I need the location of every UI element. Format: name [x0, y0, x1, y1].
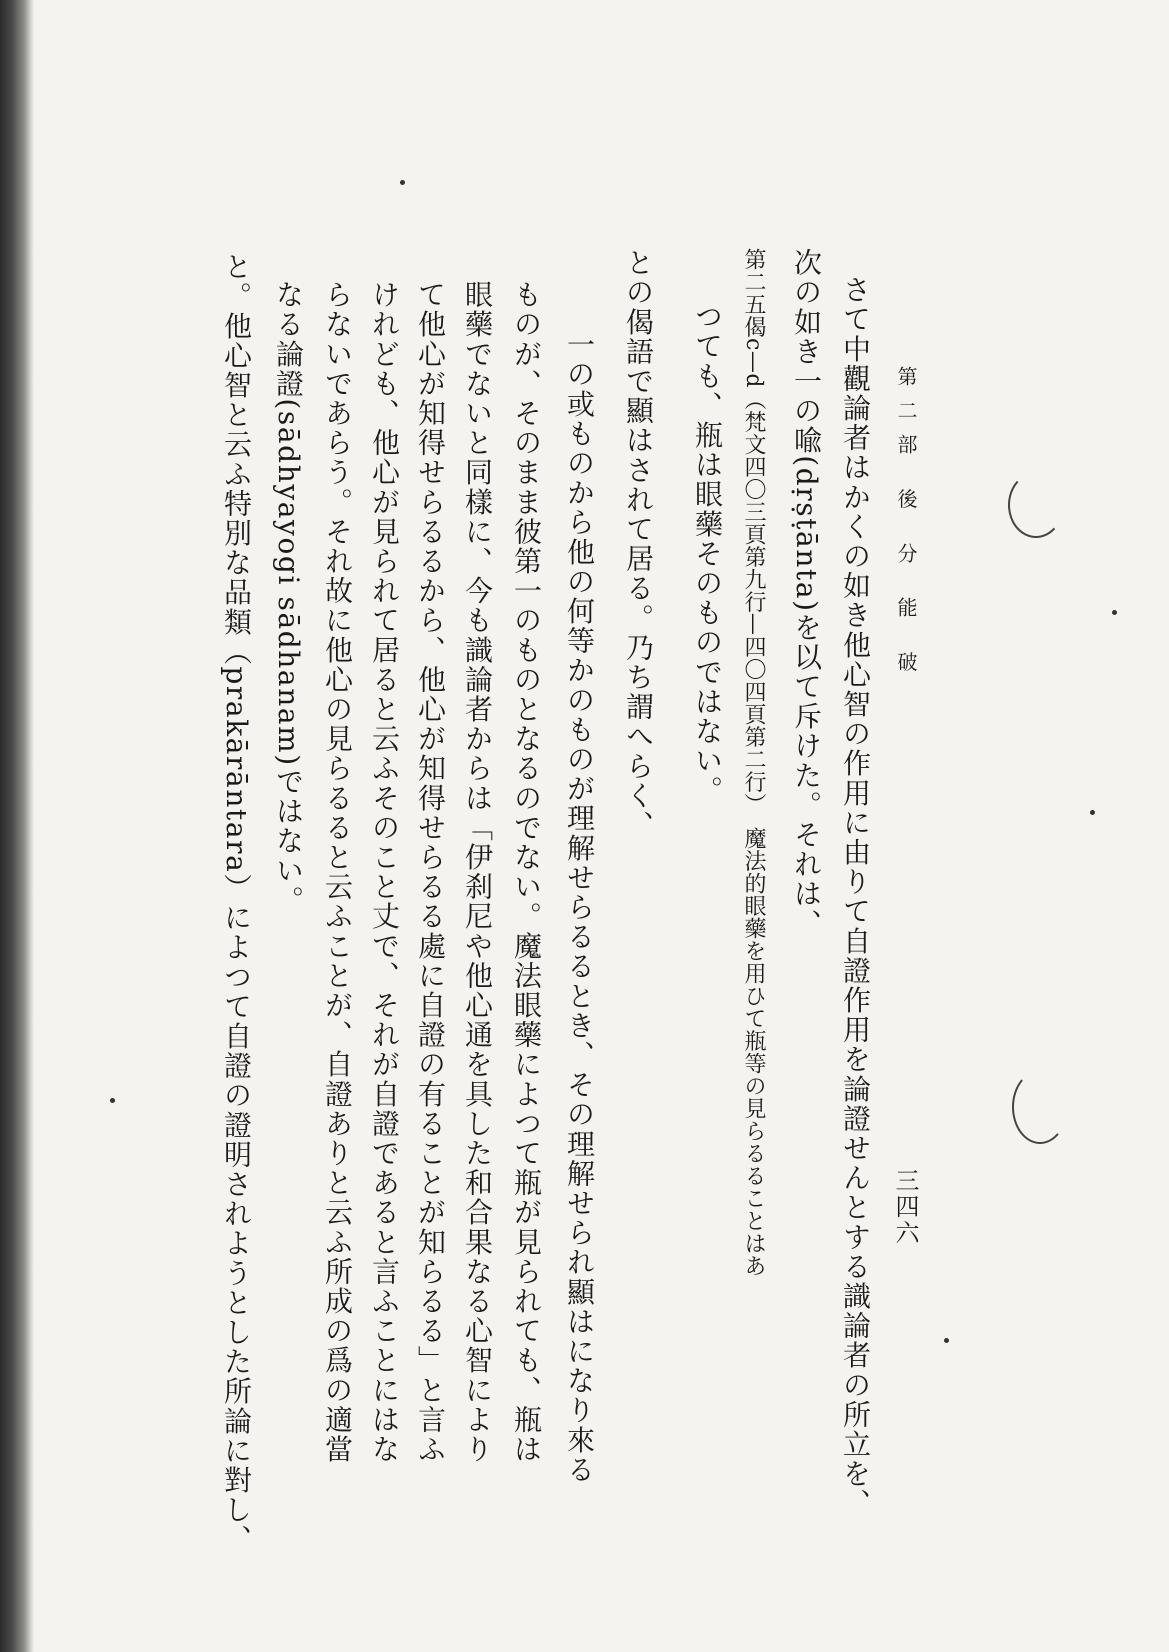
page-number: 三四六: [891, 1168, 919, 1246]
text-line-5: との偈語で顯はされて居る。乃ち謂へらく、: [622, 248, 655, 840]
scan-speck: [110, 1098, 115, 1103]
text-line-7: ものが、そのまま彼第一のものとなるのでない。魔法眼藥によつて瓶が見られても、瓶は: [510, 280, 543, 1464]
scan-speck: [1090, 810, 1095, 815]
text-line-12: なる論證(sādhyayogi sādhanam)ではない。: [272, 280, 305, 915]
text-line-11: らないであらう。それ故に他心の見らるると云ふことが、自證ありと云ふ所成の爲の適當: [321, 280, 354, 1464]
text-line-1: さて中觀論者はかくの如き他心智の作用に由りて自證作用を論證せんとする識論者の所立を、: [839, 275, 872, 1519]
text-line-3: 第二五偈c—d（梵文四〇三頁第九行—四〇四頁第二行） 魔法的眼藥を用ひて瓶等の見らるることはあ: [741, 248, 766, 1277]
text-line-9: て他心が知得せらるるから、他心が知得せらるる處に自證の有ることが知らるる」と言ふ: [414, 280, 447, 1464]
text-line-10: けれども、他心が見られて居ると云ふそのこと丈で、それが自證であると言ふことにはな: [368, 280, 401, 1464]
margin-pencil-mark: [1008, 472, 1064, 538]
margin-pencil-mark: [1012, 1070, 1068, 1144]
text-line-4: つても、瓶は眼藥そのものではない。: [691, 302, 724, 806]
text-line-13: と。他心智と云ふ特別な品類（prakārāntara）によつて自證の證明されようとした所論に對し、: [220, 252, 253, 1555]
scan-speck: [1112, 610, 1117, 615]
text-line-6: 一の或ものから他の何等かのものが理解せらるるとき、その理解せられ顯はになり來る: [563, 330, 596, 1485]
scan-speck: [400, 180, 405, 185]
scan-speck: [944, 1338, 949, 1343]
running-head: 第二部 後 分 能 破: [894, 366, 918, 686]
book-binding-shadow: [0, 0, 34, 1652]
text-line-8: 眼藥でないと同樣に、今も識論者からは「伊刹尼や他心通を具した和合果なる心智により: [461, 280, 494, 1464]
text-line-2: 次の如き一の喩(dṛṣṭānta)を以て斥けた。それは、: [790, 248, 823, 939]
